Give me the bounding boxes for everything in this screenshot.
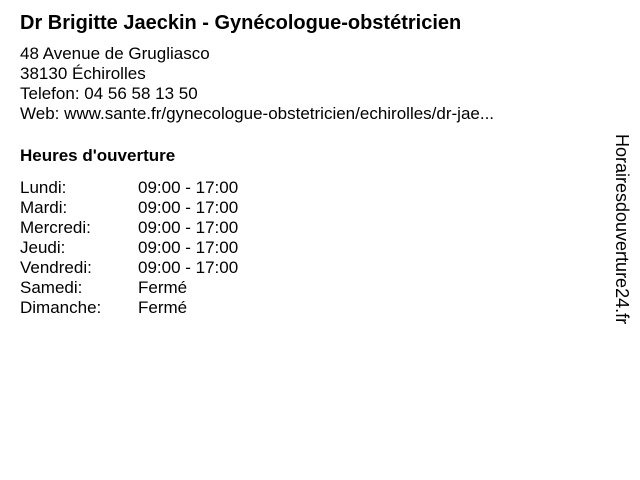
hours-time: 09:00 - 17:00 [138,178,239,197]
business-card [20,10,600,318]
hours-row [20,238,238,258]
phone-number: Telefon: 04 56 58 13 50 [20,84,198,103]
hours-row [20,218,238,238]
hours-time: Fermé [138,298,188,317]
hours-row [20,178,238,198]
hours-day: Lundi: [20,178,67,197]
hours-day: Dimanche: [20,298,102,317]
hours-time: 09:00 - 17:00 [138,198,239,217]
address-street: 48 Avenue de Grugliasco [20,44,210,63]
hours-day: Mercredi: [20,218,91,237]
website-link[interactable]: Web: www.sante.fr/gynecologue-obstetricien/echirolles/dr-jae... [20,104,495,123]
hours-time: 09:00 - 17:00 [138,238,239,257]
site-watermark: Horairesdouverture24.fr [612,134,632,325]
contact-block [20,44,600,124]
hours-day: Samedi: [20,278,83,297]
hours-row [20,258,238,278]
hours-time: 09:00 - 17:00 [138,258,239,277]
hours-time: Fermé [138,278,188,297]
address-city: 38130 Échirolles [20,64,146,83]
hours-time: 09:00 - 17:00 [138,218,239,237]
hours-heading: Heures d'ouverture [20,146,176,165]
hours-row [20,298,238,318]
hours-day: Mardi: [20,198,68,217]
hours-table [20,178,238,318]
business-name: Dr Brigitte Jaeckin - Gynécologue-obstétricien [20,12,462,34]
hours-day: Vendredi: [20,258,92,277]
hours-day: Jeudi: [20,238,66,257]
hours-row [20,198,238,218]
hours-row [20,278,238,298]
